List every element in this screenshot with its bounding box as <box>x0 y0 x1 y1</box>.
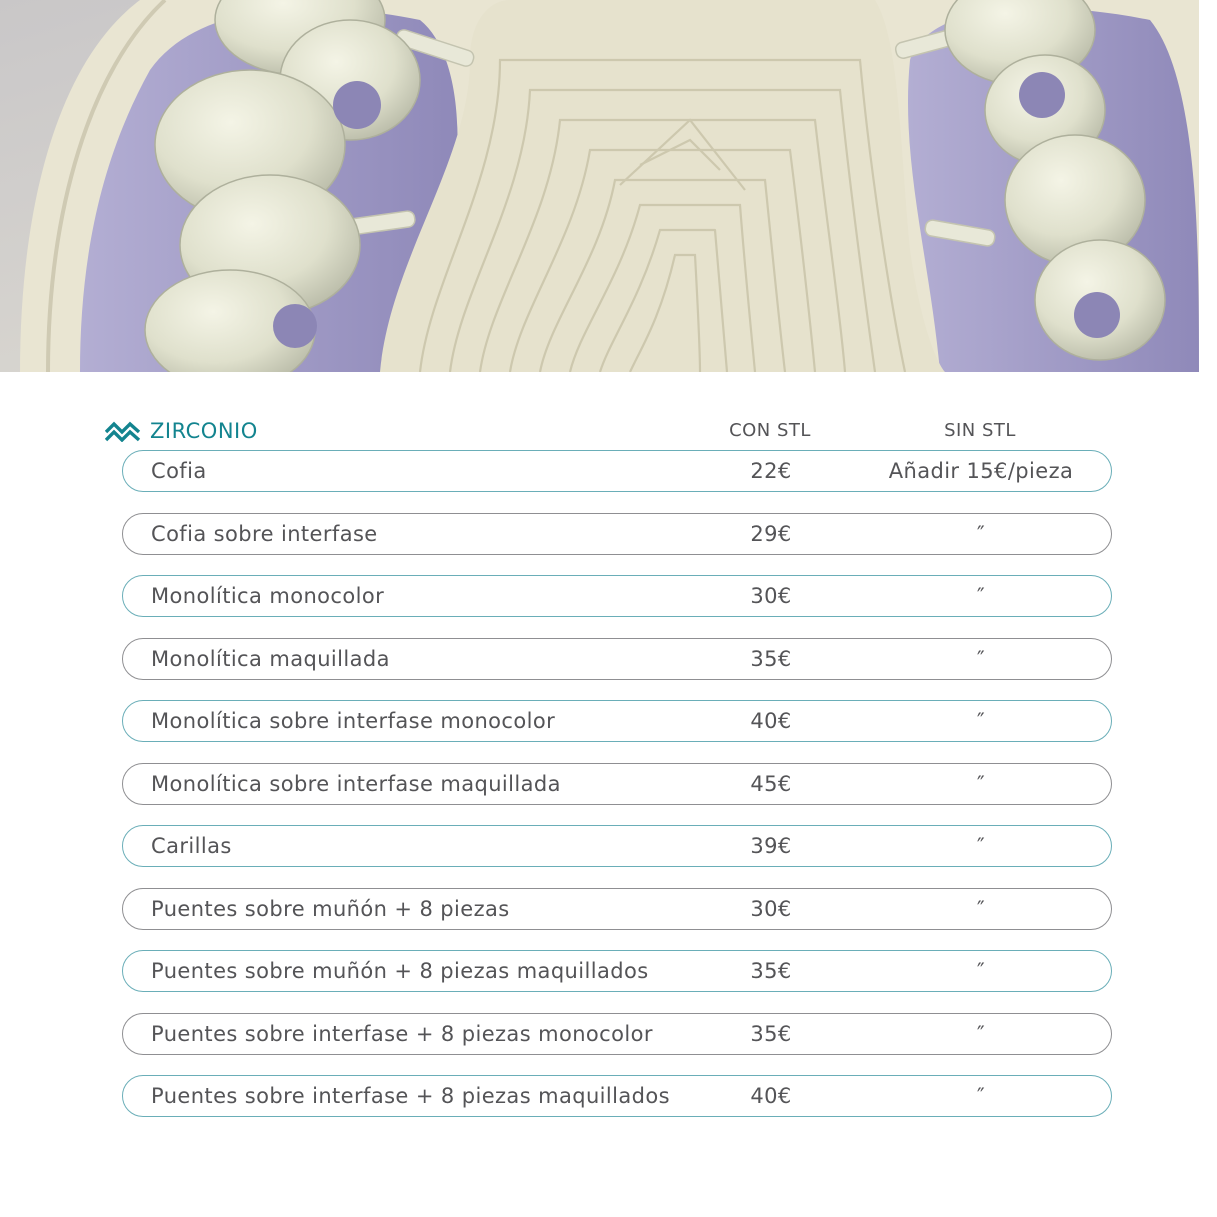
price-sin-stl: ″ <box>976 1084 986 1108</box>
product-name: Monolítica monocolor <box>151 584 385 608</box>
price-con-stl: 45€ <box>750 771 792 796</box>
price-row <box>122 575 1112 617</box>
price-row <box>122 763 1112 805</box>
product-name: Monolítica maquillada <box>151 646 390 671</box>
product-name: Puentes sobre muñón + 8 piezas <box>151 896 510 921</box>
price-sin-stl: ″ <box>976 521 986 546</box>
price-sin-stl: ″ <box>976 709 986 733</box>
price-sin-stl: ″ <box>976 584 986 608</box>
price-con-stl: 30€ <box>750 896 792 921</box>
product-name: Monolítica sobre interfase maquillada <box>151 771 561 796</box>
column-header-con-stl: CON STL <box>729 420 811 441</box>
price-sin-stl: ″ <box>976 646 986 671</box>
price-sin-stl: ″ <box>976 834 986 858</box>
product-name: Puentes sobre interfase + 8 piezas maquillados <box>151 1084 670 1108</box>
column-header-sin-stl: SIN STL <box>944 420 1016 441</box>
price-con-stl: 22€ <box>750 459 792 483</box>
price-sin-stl: ″ <box>976 896 986 921</box>
price-row <box>122 888 1112 930</box>
price-con-stl: 35€ <box>750 959 792 983</box>
product-name: Carillas <box>151 834 232 858</box>
price-row <box>122 450 1112 492</box>
product-name: Cofia <box>151 459 207 483</box>
price-con-stl: 30€ <box>750 584 792 608</box>
section-title: ZIRCONIO <box>150 419 258 443</box>
product-name: Cofia sobre interfase <box>151 521 378 546</box>
price-row <box>122 513 1112 555</box>
price-list <box>122 450 1112 1138</box>
price-row <box>122 638 1112 680</box>
price-sin-stl: ″ <box>976 959 986 983</box>
price-con-stl: 35€ <box>750 1021 792 1046</box>
price-con-stl: 39€ <box>750 834 792 858</box>
price-con-stl: 40€ <box>750 709 792 733</box>
price-row <box>122 950 1112 992</box>
product-name: Puentes sobre interfase + 8 piezas monocolor <box>151 1021 653 1046</box>
price-row <box>122 1013 1112 1055</box>
price-con-stl: 40€ <box>750 1084 792 1108</box>
price-row <box>122 700 1112 742</box>
price-sin-stl: ″ <box>976 771 986 796</box>
price-sin-stl: Añadir 15€/pieza <box>888 459 1074 483</box>
product-name: Monolítica sobre interfase monocolor <box>151 709 556 733</box>
section-header <box>105 416 258 446</box>
price-con-stl: 29€ <box>750 521 792 546</box>
chevron-waves-icon <box>105 420 141 442</box>
price-sin-stl: ″ <box>976 1021 986 1046</box>
price-row <box>122 1075 1112 1117</box>
product-name: Puentes sobre muñón + 8 piezas maquillados <box>151 959 649 983</box>
price-con-stl: 35€ <box>750 646 792 671</box>
price-row <box>122 825 1112 867</box>
zirconia-disc-photo <box>0 0 1199 372</box>
